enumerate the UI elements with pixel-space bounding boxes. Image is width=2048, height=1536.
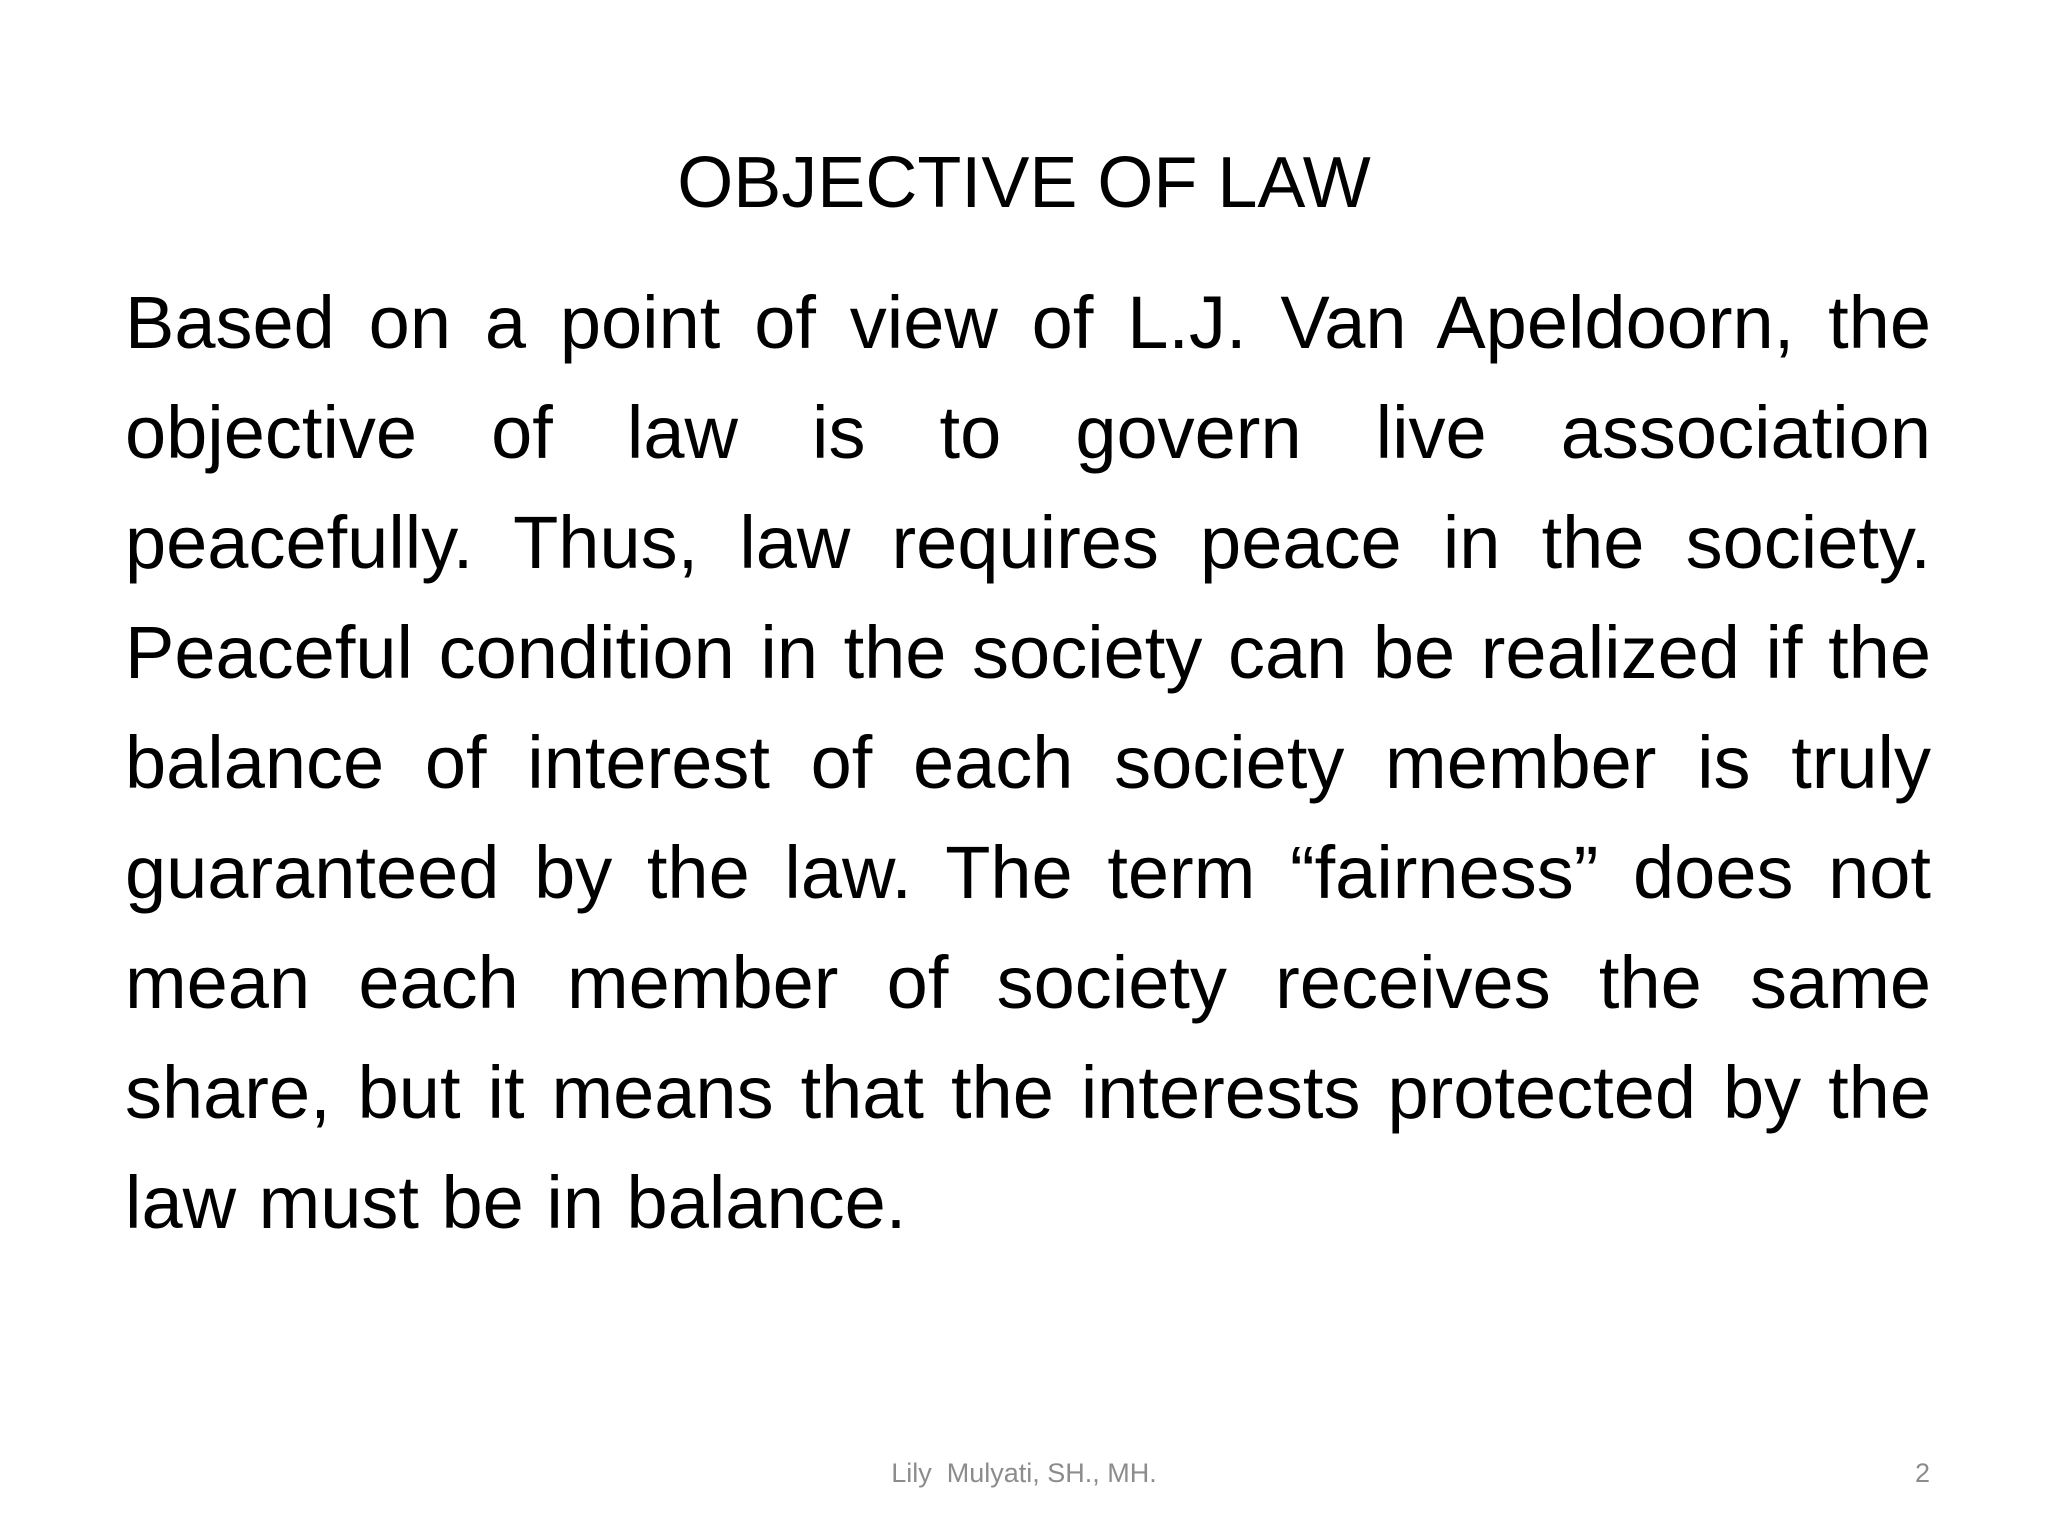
slide-page-number: 2: [1914, 1458, 1930, 1488]
footer-author: Lily Mulyati, SH., MH.: [891, 1458, 1157, 1488]
slide-title: OBJECTIVE OF LAW: [677, 143, 1371, 223]
slide-body-text: Based on a point of view of L.J. Van Apeldoorn, the objective of law is to govern live association peacefully. Thus, law requires peace in the society. Peaceful condition in the society can be realized if the balance of interest of each society member is truly guaranteed by the law. The term “fairness” does not mean each member of society receives the same share, but it means that the interests protected by the law must be in balance.: [125, 281, 1931, 1244]
